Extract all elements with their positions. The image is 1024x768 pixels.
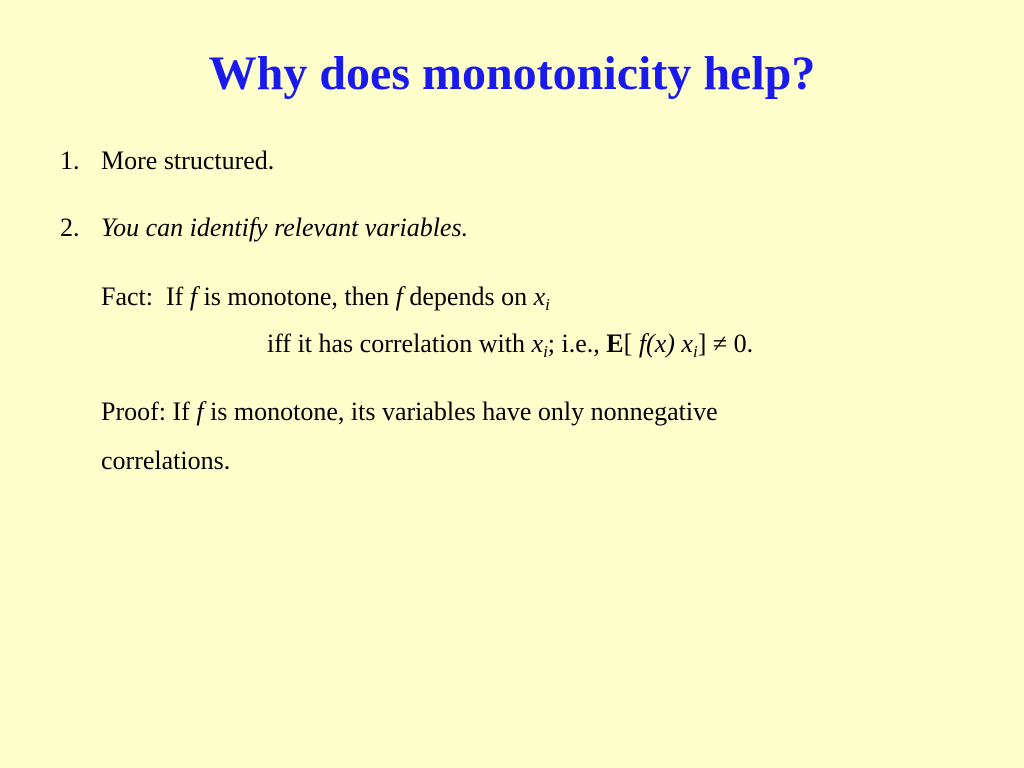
fact-line-2 (267, 328, 753, 360)
fact-expectation-symbol: E (606, 329, 624, 358)
list-item-number: 1. (60, 146, 80, 175)
fact-text-iff: iff it has correlation with (267, 329, 526, 358)
fact-subscript: i (545, 295, 550, 314)
list-item-text: You can identify relevant variables. (101, 213, 469, 242)
proof-label: Proof: (101, 397, 166, 426)
fact-bracket-close: ] ≠ 0. (697, 329, 754, 358)
fact-x-symbol: x (533, 282, 546, 311)
proof-line-1 (101, 396, 718, 428)
fact-f-symbol: f (189, 282, 198, 311)
fact-x-symbol: x (681, 329, 693, 358)
fact-line-1 (101, 281, 550, 313)
list-item-number: 2. (60, 213, 80, 242)
proof-f-symbol: f (196, 397, 204, 426)
fact-text-depends: depends on (409, 282, 528, 311)
proof-text-continued: correlations. (101, 446, 231, 475)
fact-x-symbol: x (531, 329, 544, 358)
fact-subscript: i (692, 342, 698, 361)
proof-text: is monotone, its variables have only nonnegative (210, 397, 718, 426)
fact-subscript: i (543, 342, 548, 361)
slide-title: Why does monotonicity help? (208, 47, 816, 100)
proof-if: If (172, 397, 190, 426)
fact-label: Fact: (101, 282, 153, 311)
fact-text-ie: ; i.e., (547, 329, 600, 358)
fact-text-monotone: is monotone, then (203, 282, 390, 311)
list-item-text: More structured. (101, 146, 275, 175)
fact-fx-symbol: f(x) (638, 329, 675, 358)
fact-bracket-open: [ (623, 329, 633, 358)
fact-if: If (166, 282, 184, 311)
proof-line-2 (101, 445, 230, 477)
fact-f-symbol: f (395, 282, 403, 311)
